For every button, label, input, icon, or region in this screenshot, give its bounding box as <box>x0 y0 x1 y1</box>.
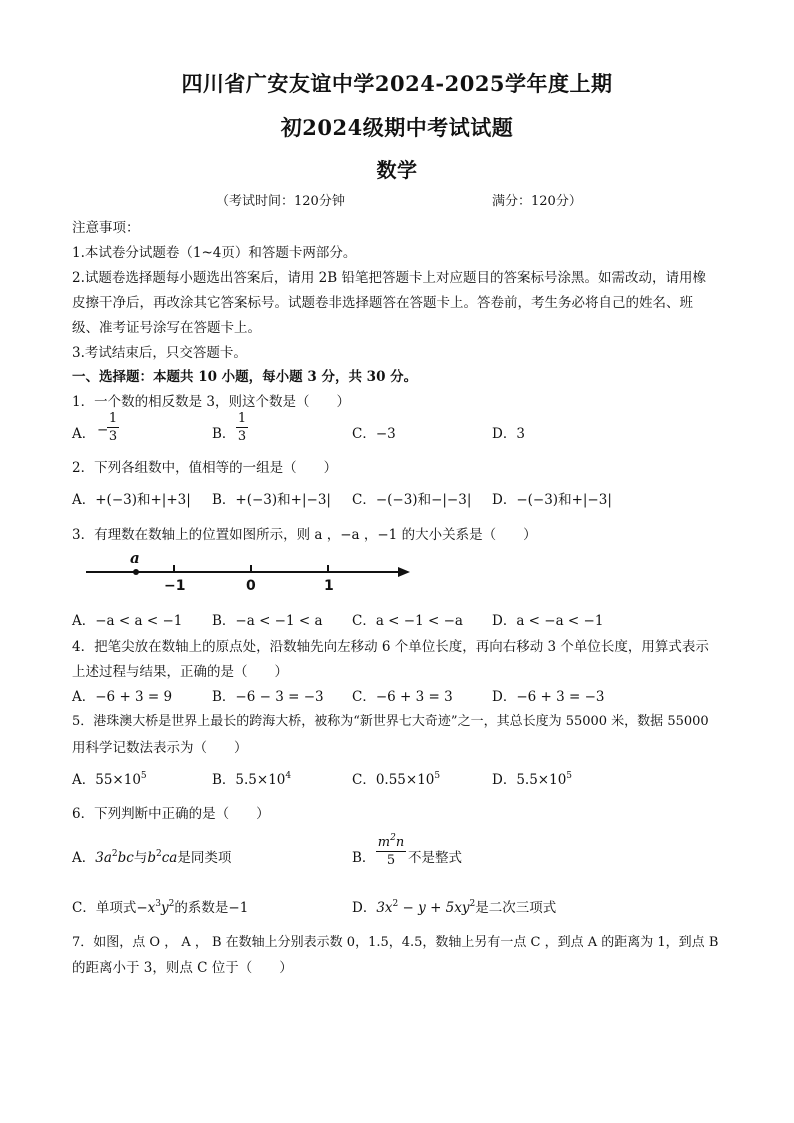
q6-option-d <box>352 896 556 916</box>
q7-stem-line-2: 的距离小于 3，则点 C 位于（ ） <box>72 960 293 976</box>
q1-option-d: D．3 <box>492 426 525 442</box>
q1-option-b-label: B． <box>212 426 236 442</box>
q4-option-a: A．−6 + 3 = 9 <box>72 689 173 705</box>
q3-option-a: A．−a < a < −1 <box>72 613 183 629</box>
notes-title: 注意事项： <box>72 220 140 236</box>
q6-a-term1: 3a <box>95 850 112 866</box>
q5-option-c <box>352 768 440 788</box>
q1-option-a-fraction <box>107 412 119 443</box>
q5-a-exponent: 5 <box>140 771 147 781</box>
tick-label-0: 0 <box>246 578 256 594</box>
q6-c-term2: y <box>161 900 169 916</box>
q5-b-exponent: 4 <box>285 771 292 781</box>
q2-option-c: C．−(−3)和−|−3| <box>352 492 472 508</box>
q6-b-num-base: m <box>377 835 391 850</box>
subject-title: 数学 <box>376 158 418 182</box>
q1-a-numerator: 1 <box>108 411 118 426</box>
exam-time: （考试时间：120分钟 <box>216 194 345 209</box>
q3-option-c: C．a < −1 < −a <box>352 613 463 629</box>
q1-b-numerator: 1 <box>237 411 247 426</box>
q6-a-exp1: 2 <box>111 849 118 859</box>
q5-option-d <box>492 768 572 788</box>
q4-stem-line-2: 上述过程与结果，正确的是（ ） <box>72 664 288 680</box>
q6-option-a <box>72 846 231 866</box>
q5-d-base: D．5.5×10 <box>492 772 567 788</box>
q5-b-base: B．5.5×10 <box>212 772 286 788</box>
q1-a-denominator: 3 <box>108 429 118 444</box>
point-a-label: a <box>130 549 140 567</box>
q6-d-exp2: 2 <box>469 899 476 909</box>
q7-stem-line-1: 7．如图，点 O ， A ， B 在数轴上分别表示数 0，1.5，4.5，数轴上另有一点 C ，到点 A 的距离为 1，到点 B <box>72 935 719 950</box>
q1-option-b-fraction <box>236 412 248 443</box>
q1-option-a-sign: − <box>97 422 109 438</box>
point-a-dot <box>133 569 139 575</box>
exam-school-title: 四川省广安友谊中学2024-2025学年度上期 <box>181 71 613 96</box>
q5-option-b <box>212 768 291 788</box>
q5-option-a <box>72 768 147 788</box>
q4-option-d: D．−6 + 3 = −3 <box>492 689 605 705</box>
q6-option-b-label: B． <box>352 850 376 866</box>
q2-stem: 2．下列各组数中，值相等的一组是（ ） <box>72 460 338 476</box>
q6-a-term2: bc <box>117 850 134 866</box>
q6-a-exp2: 2 <box>155 849 162 859</box>
q6-d-term1: 3x <box>376 900 393 916</box>
section-1-heading: 一、选择题：本题共 10 小题，每小题 3 分，共 30 分。 <box>72 369 418 385</box>
q5-stem-line-2: 用科学记数法表示为（ ） <box>72 740 248 756</box>
q6-d-tail: 是二次三项式 <box>475 900 557 916</box>
q6-stem: 6．下列判断中正确的是（ ） <box>72 806 270 822</box>
note-2-line-3: 级、准考证号涂写在答题卡上。 <box>72 320 261 336</box>
note-1: 1.本试卷分试题卷（1~4页）和答题卡两部分。 <box>72 245 357 261</box>
q6-b-num-tail: n <box>395 835 405 850</box>
note-3: 3.考试结束后，只交答题卡。 <box>72 345 247 361</box>
q6-option-b-tail: 不是整式 <box>408 850 462 866</box>
q6-a-term3: b <box>147 850 156 866</box>
tick-label-minus-1: −1 <box>164 578 186 594</box>
tick-label-1: 1 <box>324 578 334 594</box>
q6-c-prefix: C．单项式 <box>72 900 137 916</box>
q3-option-d: D．a < −a < −1 <box>492 613 604 629</box>
q2-option-b: B．+(−3)和+|−3| <box>212 492 331 508</box>
q5-stem-line-1: 5．港珠澳大桥是世界上最长的跨海大桥，被称为“新世界七大奇迹”之一，其总长度为 55000 米，数据 55000 <box>72 714 709 729</box>
q1-stem: 1．一个数的相反数是 3，则这个数是（ ） <box>72 394 350 410</box>
q6-c-tail: 的系数是−1 <box>174 900 249 916</box>
q6-c-exp2: 2 <box>168 899 175 909</box>
q3-number-line <box>80 548 420 596</box>
q6-b-numerator <box>376 834 406 851</box>
q2-option-a: A．+(−3)和+|+3| <box>72 492 191 508</box>
q6-a-connector: 与 <box>133 850 148 866</box>
q3-option-b: B．−a < −1 < a <box>212 613 323 629</box>
q4-stem-line-1: 4．把笔尖放在数轴上的原点处，沿数轴先向左移动 6 个单位长度，再向右移动 3 个单位长度，用算式表示 <box>72 639 709 655</box>
exam-name-title: 初2024级期中考试试题 <box>280 115 514 140</box>
note-2-line-1: 2.试题卷选择题每小题选出答案后，请用 2B 铅笔把答题卡上对应题目的答案标号涂黑。如需改动，请用橡 <box>72 270 706 286</box>
q2-option-d: D．−(−3)和+|−3| <box>492 492 612 508</box>
note-2-line-2: 皮擦干净后，再改涂其它答案标号。试题卷非选择题答在答题卡上。答卷前，考生务必将自己的姓名、班 <box>72 295 693 311</box>
q5-a-base: A．55×10 <box>72 772 141 788</box>
q6-d-term2: − y + 5xy <box>398 900 470 916</box>
q5-d-exponent: 5 <box>566 771 573 781</box>
q6-b-denominator: 5 <box>376 851 406 867</box>
q1-b-denominator: 3 <box>237 429 247 444</box>
full-score: 满分：120分） <box>492 194 582 209</box>
q6-b-num-exp: 2 <box>390 833 396 843</box>
number-line-arrow <box>398 567 410 577</box>
q4-option-b: B．−6 − 3 = −3 <box>212 689 324 705</box>
q6-c-term1: −x <box>136 900 156 916</box>
q1-option-a-label: A． <box>72 426 96 442</box>
q6-option-c <box>72 896 248 916</box>
q5-c-exponent: 5 <box>434 771 441 781</box>
q5-c-base: C．0.55×10 <box>352 772 435 788</box>
q1-option-c: C．−3 <box>352 426 396 442</box>
q3-stem: 3．有理数在数轴上的位置如图所示，则 a ，−a ，−1 的大小关系是（ ） <box>72 527 537 543</box>
q6-d-exp1: 2 <box>392 899 399 909</box>
q6-a-tail: 是同类项 <box>177 850 232 866</box>
q6-a-label: A． <box>72 850 96 866</box>
q4-option-c: C．−6 + 3 = 3 <box>352 689 453 705</box>
q6-d-label: D． <box>352 900 377 916</box>
q6-option-b-fraction <box>376 834 406 867</box>
q6-c-exp1: 3 <box>155 899 162 909</box>
q6-a-term4: ca <box>161 850 178 866</box>
